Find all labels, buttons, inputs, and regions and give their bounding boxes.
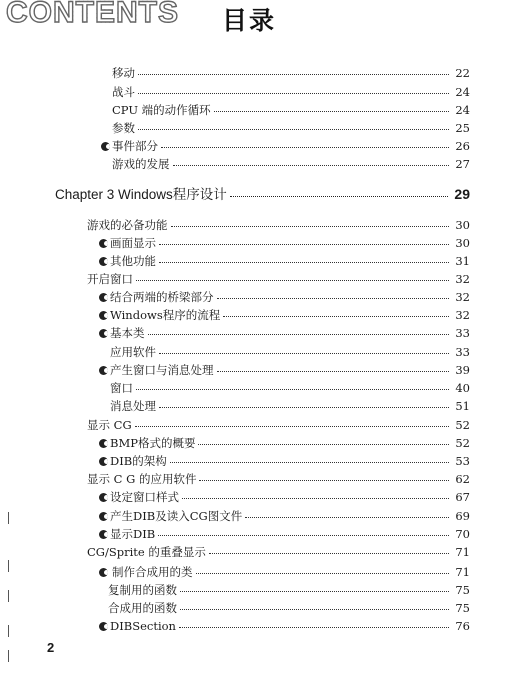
dot-leader [159,261,449,263]
bullet-icon [99,366,108,375]
toc-entry-title: BMP格式的概要 [110,436,196,450]
margin-mark [8,512,9,524]
toc-entry-page: 32 [455,308,470,322]
dot-leader [135,425,450,427]
toc-entry-page: 76 [455,619,470,633]
contents-heading-latin: CONTENTS [6,0,179,30]
toc-entry [110,306,470,324]
toc-entry [112,83,470,101]
dot-leader [148,333,450,335]
dot-leader [230,195,449,197]
toc-entry [112,119,470,137]
toc-entry-page: 31 [455,254,470,268]
toc-entry-title: 复制用的函数 [108,583,177,597]
dot-leader [159,352,449,354]
bullet-icon [99,311,108,320]
toc-entry-page: 32 [455,272,470,286]
toc-entry-page: 53 [455,454,470,468]
toc-entry-page: 71 [455,545,470,559]
dot-leader [245,516,449,518]
toc-entry-page: 33 [455,345,470,359]
toc-entry-page: 52 [455,418,470,432]
toc-entry [112,64,470,82]
dot-leader [223,315,449,317]
toc-entry [87,416,470,434]
toc-entry-page: 27 [455,157,470,171]
dot-leader [217,370,450,372]
toc-entry-title: 游戏的发展 [112,157,170,171]
toc-entry [110,324,470,342]
toc-entry-title: 产生窗口与消息处理 [110,363,214,377]
toc-entry-title: DIBSection [110,619,176,633]
toc-entry [110,397,470,415]
toc-entry-page: 25 [455,121,470,135]
toc-entry-title: CG/Sprite 的重叠显示 [87,545,206,559]
toc-entry [110,434,470,452]
toc-entry-title: Chapter 3 Windows程序设计 [55,187,227,202]
toc-entry-title: 应用软件 [110,345,156,359]
toc-chapter-entry [55,185,470,203]
toc-entry-title: 设定窗口样式 [110,490,179,504]
toc-entry-title: 移动 [112,66,135,80]
toc-entry-page: 30 [455,218,470,232]
toc-entry-page: 75 [455,583,470,597]
toc-entry-title: 消息处理 [110,399,156,413]
toc-entry-title: 显示 C G 的应用软件 [87,472,197,486]
bullet-icon [99,493,108,502]
toc-entry-title: 窗口 [110,381,133,395]
toc-entry-title: CPU 端的动作循环 [112,103,211,117]
toc-entry-title: DIB的架构 [110,454,167,468]
toc-entry-title: 结合两端的桥梁部分 [110,290,214,304]
bullet-icon [99,512,108,521]
toc-entry [110,617,470,635]
dot-leader [182,497,449,499]
bullet-icon [99,622,108,631]
toc-entry [110,379,470,397]
toc-entry [108,581,470,599]
toc-entry-title: 开启窗口 [87,272,133,286]
dot-leader [138,92,449,94]
dot-leader [180,590,449,592]
toc-entry-title: Windows程序的流程 [110,308,221,322]
toc-entry-title: 合成用的函数 [108,601,177,615]
dot-leader [159,406,449,408]
margin-mark [8,590,9,602]
dot-leader [214,110,450,112]
toc-entry [110,288,470,306]
dot-leader [209,552,450,554]
dot-leader [171,225,450,227]
toc-entry-page: 75 [455,601,470,615]
toc-entry [112,155,470,173]
toc-entry-title: 战斗 [112,85,135,99]
dot-leader [173,164,450,166]
toc-entry [112,137,470,155]
toc-entry [87,543,470,561]
toc-entry-page: 29 [454,186,470,202]
contents-heading-chinese: 目录 [222,6,277,35]
toc-entry-title: 其他功能 [110,254,156,268]
toc-entry [110,525,470,543]
dot-leader [196,572,450,574]
toc-entry-title: 产生DIB及读入CG图文件 [110,509,243,523]
toc-entry-title: 参数 [112,121,135,135]
dot-leader [217,297,450,299]
bullet-icon [99,530,108,539]
toc-entry-page: 52 [455,436,470,450]
dot-leader [138,73,449,75]
toc-entry [87,470,470,488]
toc-entry-title: 画面显示 [110,236,156,250]
bullet-icon [101,142,110,151]
toc-entry-title: 基本类 [110,326,145,340]
margin-mark [8,625,9,637]
toc-entry [108,599,470,617]
toc-entry [110,361,470,379]
toc-entry-title: 事件部分 [112,139,158,153]
toc-entry [112,101,470,119]
dot-leader [136,388,449,390]
bullet-icon [99,439,108,448]
dot-leader [136,279,449,281]
toc-entry-page: 26 [455,139,470,153]
toc-entry-title: 制作合成用的类 [112,565,193,579]
dot-leader [161,146,449,148]
bullet-icon [99,293,108,302]
bullet-icon [99,457,108,466]
toc-entry-page: 69 [455,509,470,523]
toc-entry-page: 39 [455,363,470,377]
toc-entry-page: 22 [455,66,470,80]
toc-entry [87,216,470,234]
dot-leader [138,128,449,130]
toc-entry-page: 71 [455,565,470,579]
bullet-icon [99,239,108,248]
toc-entry [110,252,470,270]
dot-leader [179,626,449,628]
dot-leader [198,443,449,445]
dot-leader [158,534,449,536]
toc-entry [110,343,470,361]
toc-entry [110,507,470,525]
toc-entry [87,270,470,288]
bullet-icon [99,568,108,577]
page-number: 2 [47,640,55,655]
bullet-icon [99,257,108,266]
toc-entry-title: 显示 CG [87,418,132,432]
toc-entry-page: 51 [455,399,470,413]
dot-leader [199,479,449,481]
toc-entry [110,452,470,470]
toc-entry [110,234,470,252]
margin-mark [8,650,9,662]
toc-entry-title: 显示DIB [110,527,156,541]
toc-entry-page: 40 [455,381,470,395]
toc-entry-page: 62 [455,472,470,486]
toc-entry-page: 70 [455,527,470,541]
toc-entry-page: 33 [455,326,470,340]
toc-entry-title: 游戏的必备功能 [87,218,168,232]
dot-leader [180,608,449,610]
toc-entry-page: 24 [455,85,470,99]
toc-entry-page: 30 [455,236,470,250]
dot-leader [170,461,450,463]
dot-leader [159,243,449,245]
margin-mark [8,560,9,572]
bullet-icon [99,329,108,338]
toc-entry [110,488,470,506]
toc-entry [112,563,470,581]
toc-entry-page: 24 [455,103,470,117]
toc-entry-page: 67 [455,490,470,504]
toc-entry-page: 32 [455,290,470,304]
